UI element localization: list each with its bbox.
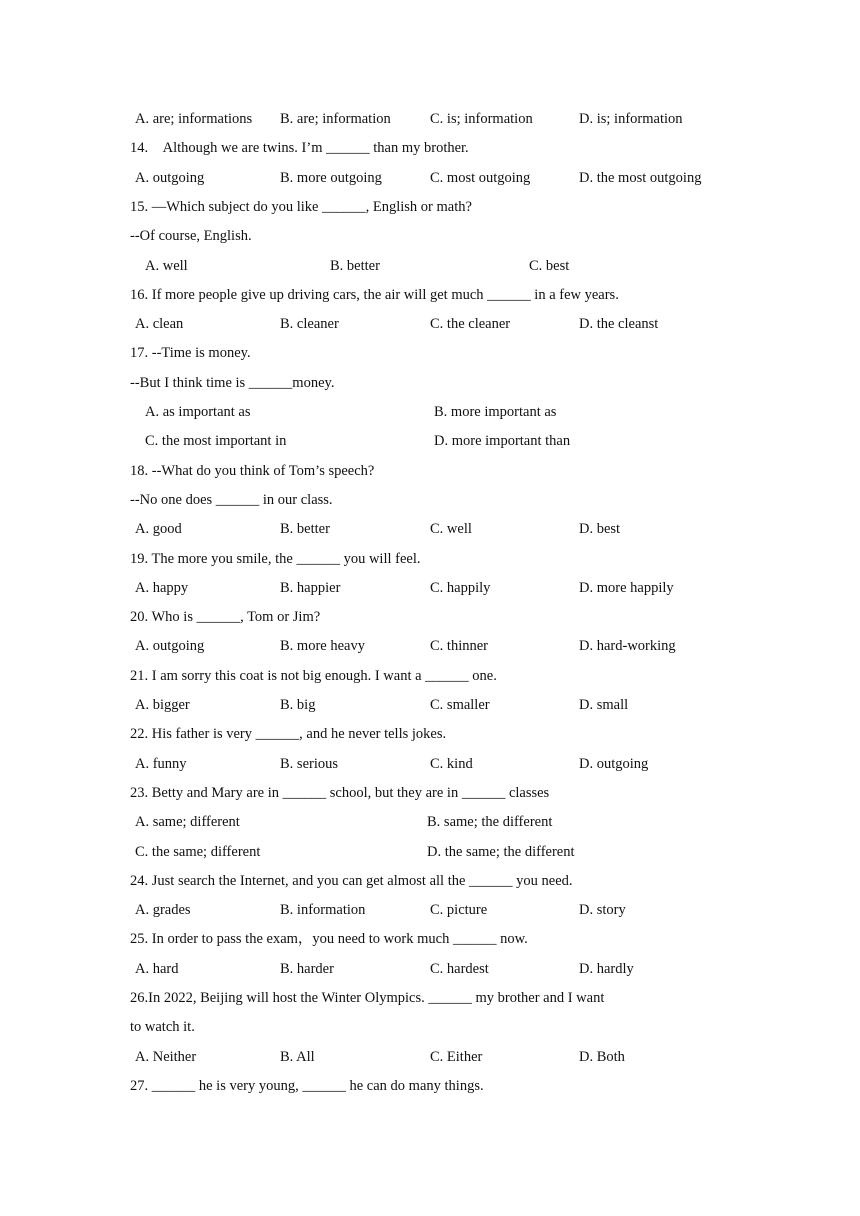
answer-option: B. harder bbox=[280, 961, 334, 977]
answer-option: A. funny bbox=[135, 756, 187, 772]
question-line: 22. His father is very ______, and he never tells jokes. bbox=[130, 726, 447, 742]
question-line: 15. —Which subject do you like ______, English or math? bbox=[130, 199, 472, 215]
answer-option: D. Both bbox=[579, 1049, 625, 1065]
answer-option: C. thinner bbox=[430, 638, 488, 654]
answer-option: A. as important as bbox=[145, 404, 251, 420]
question-line: --Of course, English. bbox=[130, 228, 252, 244]
question-line: 23. Betty and Mary are in ______ school, but they are in ______ classes bbox=[130, 785, 550, 801]
question-line: 27. ______ he is very young, ______ he can do many things. bbox=[130, 1078, 484, 1094]
answer-option: D. the cleanst bbox=[579, 316, 659, 332]
answer-option: D. more important than bbox=[434, 433, 571, 449]
answer-option: C. is; information bbox=[430, 111, 533, 127]
answer-option: C. Either bbox=[430, 1049, 483, 1065]
answer-option: A. Neither bbox=[135, 1049, 197, 1065]
answer-option: A. hard bbox=[135, 961, 179, 977]
answer-option: A. good bbox=[135, 521, 182, 537]
answer-option: C. most outgoing bbox=[430, 170, 531, 186]
answer-option: D. the same; the different bbox=[427, 844, 575, 860]
question-line: 19. The more you smile, the ______ you will feel. bbox=[130, 551, 421, 567]
question-line: 24. Just search the Internet, and you can get almost all the ______ you need. bbox=[130, 873, 573, 889]
answer-option: C. the cleaner bbox=[430, 316, 511, 332]
question-line: 20. Who is ______, Tom or Jim? bbox=[130, 609, 321, 625]
answer-option: D. small bbox=[579, 697, 629, 713]
question-line: 14. Although we are twins. I’m ______ than my brother. bbox=[130, 140, 469, 156]
answer-option: A. happy bbox=[135, 580, 189, 596]
answer-option: D. outgoing bbox=[579, 756, 649, 772]
answer-option: D. story bbox=[579, 902, 626, 918]
answer-option: D. hardly bbox=[579, 961, 634, 977]
answer-option: A. bigger bbox=[135, 697, 190, 713]
question-line: --No one does ______ in our class. bbox=[130, 492, 333, 508]
answer-option: B. more heavy bbox=[280, 638, 365, 654]
answer-option: D. the most outgoing bbox=[579, 170, 702, 186]
answer-option: A. grades bbox=[135, 902, 191, 918]
answer-option: D. best bbox=[579, 521, 621, 537]
answer-option: A. outgoing bbox=[135, 638, 205, 654]
answer-option: B. cleaner bbox=[280, 316, 339, 332]
answer-option: A. well bbox=[145, 258, 188, 274]
answer-option: B. happier bbox=[280, 580, 341, 596]
question-line: 26.In 2022, Beijing will host the Winter Olympics. ______ my brother and I want bbox=[130, 990, 605, 1006]
answer-option: B. more outgoing bbox=[280, 170, 382, 186]
question-line: --But I think time is ______money. bbox=[130, 375, 335, 391]
question-line: 17. --Time is money. bbox=[130, 345, 251, 361]
answer-option: C. picture bbox=[430, 902, 488, 918]
answer-option: C. happily bbox=[430, 580, 491, 596]
answer-option: B. better bbox=[280, 521, 330, 537]
answer-option: C. the most important in bbox=[145, 433, 287, 449]
answer-option: D. more happily bbox=[579, 580, 674, 596]
answer-option: C. best bbox=[529, 258, 570, 274]
answer-option: A. clean bbox=[135, 316, 184, 332]
answer-option: C. smaller bbox=[430, 697, 490, 713]
answer-option: C. kind bbox=[430, 756, 473, 772]
answer-option: B. better bbox=[330, 258, 380, 274]
answer-option: C. well bbox=[430, 521, 472, 537]
answer-option: B. more important as bbox=[434, 404, 557, 420]
answer-option: D. is; information bbox=[579, 111, 683, 127]
question-line: 16. If more people give up driving cars, the air will get much ______ in a few years. bbox=[130, 287, 619, 303]
answer-option: D. hard-working bbox=[579, 638, 676, 654]
answer-option: A. outgoing bbox=[135, 170, 205, 186]
question-line: 25. In order to pass the exam，you need to work much ______ now. bbox=[130, 931, 528, 947]
answer-option: B. information bbox=[280, 902, 366, 918]
answer-option: B. serious bbox=[280, 756, 338, 772]
answer-option: B. big bbox=[280, 697, 316, 713]
question-line: 18. --What do you think of Tom’s speech? bbox=[130, 463, 375, 479]
answer-option: C. the same; different bbox=[135, 844, 261, 860]
question-line: 21. I am sorry this coat is not big enough. I want a ______ one. bbox=[130, 668, 497, 684]
answer-option: B. All bbox=[280, 1049, 315, 1065]
question-line: to watch it. bbox=[130, 1019, 195, 1035]
answer-option: A. are; informations bbox=[135, 111, 253, 127]
answer-option: A. same; different bbox=[135, 814, 240, 830]
answer-option: C. hardest bbox=[430, 961, 489, 977]
answer-option: B. same; the different bbox=[427, 814, 553, 830]
answer-option: B. are; information bbox=[280, 111, 391, 127]
